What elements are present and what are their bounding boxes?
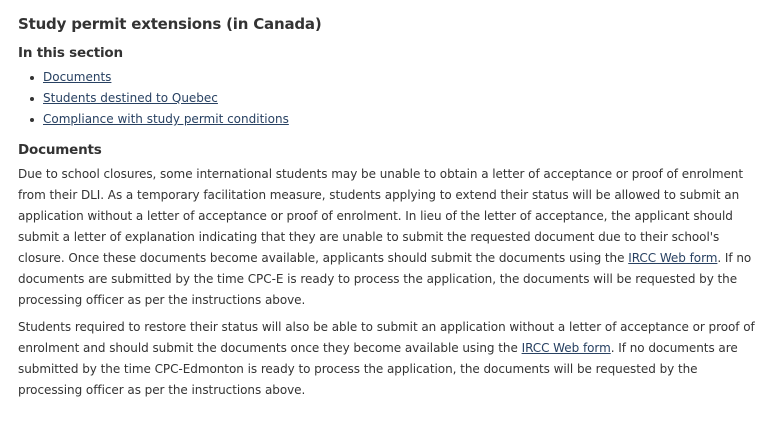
section-heading-documents: Documents [18, 142, 102, 158]
section-heading-in-this-section: In this section [18, 45, 123, 61]
paragraph-text: . If no documents are submitted by the time CPC-Edmonton is ready to process the application, the documents will be requested by the processing officer as per the instructions above. [18, 341, 738, 397]
link-students-destined-to-quebec[interactable]: Students destined to Quebec [43, 91, 218, 105]
paragraph-text: . If no documents are submitted by the time CPC-E is ready to process the application, the documents will be requested by the processing officer as per the instructions above. [18, 251, 752, 307]
bullet-icon [30, 118, 34, 122]
list-item [30, 67, 758, 88]
paragraph-text: Students required to restore their status will also be able to submit an application without a letter of acceptance or proof of enrolment and should submit the documents once they become available using the [18, 320, 755, 355]
list-item [30, 88, 758, 109]
link-ircc-web-form[interactable]: IRCC Web form [521, 341, 611, 355]
documents-paragraph-1 [18, 164, 758, 311]
page-title: Study permit extensions (in Canada) [18, 15, 322, 33]
link-ircc-web-form[interactable]: IRCC Web form [628, 251, 718, 265]
paragraph-text: Due to school closures, some international students may be unable to obtain a letter of acceptance or proof of enrolment from their DLI. As a temporary facilitation measure, students applying to extend their status will be allowed to submit an application without a letter of acceptance or proof of enrolment. In lieu of the letter of acceptance, the applicant should submit a letter of explanation indicating that they are unable to submit the requested document due to their school's closure. Once these documents become available, applicants should submit the documents using the [18, 167, 744, 265]
section-links-list [18, 67, 758, 130]
link-compliance-with-study-permit-conditions[interactable]: Compliance with study permit conditions [43, 112, 289, 126]
bullet-icon [30, 76, 34, 80]
documents-paragraph-2 [18, 317, 758, 401]
bullet-icon [30, 97, 34, 101]
list-item [30, 109, 758, 130]
link-documents[interactable]: Documents [43, 70, 112, 84]
